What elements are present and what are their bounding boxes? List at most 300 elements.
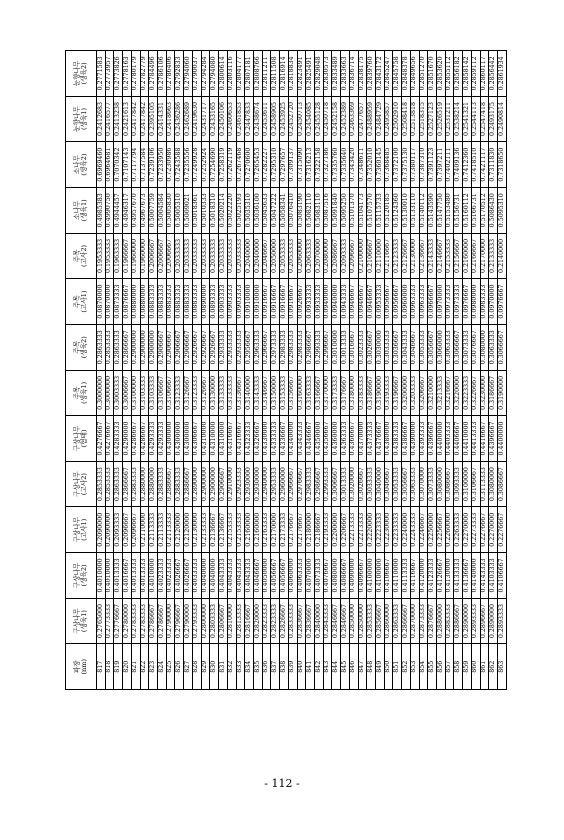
table-cell: 0.2033333 xyxy=(227,233,236,279)
table-cell: 0.2163333 xyxy=(262,507,271,553)
table-cell: 0.2450718 xyxy=(323,96,332,142)
table-cell: 0.7409136 xyxy=(454,142,463,188)
table-cell: 0.2886667 xyxy=(166,461,175,507)
table-cell: 0.4396667 xyxy=(489,416,498,462)
table-cell: 0.3106667 xyxy=(471,461,480,507)
table-cell: 0.2053333 xyxy=(280,233,289,279)
table-cell: 0.2412683 xyxy=(97,96,106,142)
table-cell: 0.5005310 xyxy=(175,187,184,233)
table-cell: 0.5083110 xyxy=(314,187,323,233)
table-cell: 0.7352010 xyxy=(367,142,376,188)
wavelength-cell: 827 xyxy=(184,644,193,690)
table-cell: 0.3003333 xyxy=(114,370,123,416)
table-cell: 0.3140000 xyxy=(245,370,254,416)
table-cell: 0.2803333 xyxy=(210,598,219,644)
wavelength-cell: 837 xyxy=(271,644,280,690)
table-row xyxy=(454,51,463,690)
table-cell: 0.2447833 xyxy=(245,96,254,142)
table-cell: 0.2213333 xyxy=(349,507,358,553)
table-cell: 0.2966667 xyxy=(262,324,271,370)
wavelength-cell: 832 xyxy=(227,644,236,690)
wavelength-cell: 830 xyxy=(210,644,219,690)
table-cell: 0.4050000 xyxy=(262,553,271,599)
table-cell: 0.2544113 xyxy=(471,96,480,142)
table-cell: 0.4143333 xyxy=(480,553,489,599)
table-cell: 0.2488959 xyxy=(367,96,376,142)
table-cell: 0.2453611 xyxy=(262,96,271,142)
table-cell: 0.5076410 xyxy=(288,187,297,233)
table-cell: 0.0883333 xyxy=(192,279,201,325)
table-cell: 0.2243333 xyxy=(410,507,419,553)
table-row xyxy=(131,51,140,690)
wavelength-cell: 817 xyxy=(97,644,106,690)
table-row xyxy=(463,51,472,690)
table-cell: 0.2436286 xyxy=(175,96,184,142)
table-cell: 0.0956667 xyxy=(393,279,402,325)
table-cell: 0.3010000 xyxy=(332,324,341,370)
table-cell: 0.5140112 xyxy=(419,187,428,233)
table-cell: 0.4070000 xyxy=(306,553,315,599)
table-cell: 0.2063333 xyxy=(306,233,315,279)
wavelength-cell: 829 xyxy=(201,644,210,690)
table-cell: 0.2462689 xyxy=(184,96,193,142)
table-cell: 0.2180000 xyxy=(306,507,315,553)
wavelength-cell: 834 xyxy=(245,644,254,690)
table-cell: 0.3173333 xyxy=(332,370,341,416)
table-cell: 0.3136667 xyxy=(236,370,245,416)
table-cell: 0.2156667 xyxy=(454,233,463,279)
table-cell: 0.2230000 xyxy=(384,507,393,553)
table-cell: 0.0956667 xyxy=(384,279,393,325)
table-cell: 0.2006667 xyxy=(166,233,175,279)
table-cell: 0.0870000 xyxy=(105,279,114,325)
wavelength-cell: 856 xyxy=(437,644,446,690)
table-cell: 0.3063333 xyxy=(445,324,454,370)
table-cell: 0.4276667 xyxy=(105,416,114,462)
table-cell: 0.5101370 xyxy=(349,187,358,233)
table-cell: 0.4013333 xyxy=(114,553,123,599)
table-cell: 0.1953333 xyxy=(97,233,106,279)
table-cell: 0.2816914 xyxy=(280,51,289,97)
table-cell: 0.2450106 xyxy=(219,96,228,142)
table-cell: 0.2786406 xyxy=(166,51,175,97)
table-cell: 0.2453925 xyxy=(280,96,289,142)
wavelength-cell: 826 xyxy=(175,644,184,690)
table-cell: 0.2526519 xyxy=(437,96,446,142)
table-cell: 0.2846667 xyxy=(332,598,341,644)
table-cell: 0.7318650 xyxy=(498,142,507,188)
table-cell: 0.2136667 xyxy=(419,233,428,279)
table-cell: 0.3213333 xyxy=(437,370,446,416)
wavelength-cell: 859 xyxy=(463,644,472,690)
table-cell: 0.0933333 xyxy=(306,279,315,325)
table-cell: 0.2926667 xyxy=(192,324,201,370)
table-cell: 0.4403333 xyxy=(445,416,454,462)
table-cell: 0.3080000 xyxy=(437,461,446,507)
table-cell: 0.2006667 xyxy=(149,233,158,279)
wavelength-cell: 845 xyxy=(341,644,350,690)
table-cell: 0.5058341 xyxy=(280,187,289,233)
table-cell: 0.5007759 xyxy=(149,187,158,233)
table-cell: 0.5035310 xyxy=(245,187,254,233)
column-header: 눈향나무 (생육2) xyxy=(66,51,97,97)
table-cell: 0.4120000 xyxy=(419,553,428,599)
table-cell: 0.4046667 xyxy=(253,553,262,599)
table-cell: 0.3126667 xyxy=(184,370,193,416)
wavelength-cell: 853 xyxy=(410,644,419,690)
table-cell: 0.2126667 xyxy=(402,233,411,279)
table-cell: 0.2792833 xyxy=(175,51,184,97)
table-cell: 0.7254690 xyxy=(210,142,219,188)
table-cell: 0.5147750 xyxy=(437,187,446,233)
table-cell: 0.2493175 xyxy=(489,96,498,142)
table-cell: 0.3033333 xyxy=(384,324,393,370)
table-cell: 0.0876667 xyxy=(123,279,132,325)
table-cell: 0.2796667 xyxy=(175,598,184,644)
table-cell: 0.2771583 xyxy=(97,51,106,97)
table-cell: 0.2213333 xyxy=(358,507,367,553)
table-cell: 0.7421117 xyxy=(480,142,489,188)
table-cell: 0.1953333 xyxy=(105,233,114,279)
table-cell: 0.4290000 xyxy=(123,416,132,462)
table-cell: 0.2906667 xyxy=(175,324,184,370)
table-row xyxy=(114,51,123,690)
table-cell: 0.2438674 xyxy=(253,96,262,142)
table-cell: 0.7343420 xyxy=(349,142,358,188)
table-cell: 0.3143333 xyxy=(253,370,262,416)
table-cell: 0.5143590 xyxy=(428,187,437,233)
column-header: 구상나무 (혐태) xyxy=(66,416,97,462)
table-cell: 0.5025193 xyxy=(236,187,245,233)
table-cell: 0.4350000 xyxy=(314,416,323,462)
table-cell: 0.2836667 xyxy=(297,598,306,644)
table-cell: 0.4060000 xyxy=(288,553,297,599)
table-cell: 0.4116667 xyxy=(410,553,419,599)
table-row xyxy=(297,51,306,690)
table-cell: 0.0966667 xyxy=(428,279,437,325)
header-row xyxy=(66,51,97,690)
table-cell: 0.2786667 xyxy=(149,598,158,644)
table-cell: 0.3080000 xyxy=(489,461,498,507)
table-cell: 0.2858142 xyxy=(463,51,472,97)
table-cell: 0.4033333 xyxy=(192,553,201,599)
table-cell: 0.3053333 xyxy=(419,324,428,370)
table-cell: 0.5095310 xyxy=(498,187,507,233)
table-cell: 0.2983333 xyxy=(306,461,315,507)
table-cell: 0.4043333 xyxy=(245,553,254,599)
table-cell: 0.7335760 xyxy=(332,142,341,188)
table-cell: 0.2880000 xyxy=(140,461,149,507)
table-row xyxy=(471,51,480,690)
table-row xyxy=(419,51,428,690)
table-cell: 0.5010333 xyxy=(201,187,210,233)
table-cell: 0.0946667 xyxy=(349,279,358,325)
table-cell: 0.2848378 xyxy=(402,51,411,97)
table-cell: 0.3100000 xyxy=(131,370,140,416)
table-cell: 0.2900000 xyxy=(149,324,158,370)
table-cell: 0.6964681 xyxy=(105,142,114,188)
table-cell: 0.2100000 xyxy=(358,233,367,279)
table-cell: 0.2853620 xyxy=(437,51,446,97)
spectral-data-table xyxy=(65,50,507,690)
table-cell: 0.7282227 xyxy=(262,142,271,188)
table-cell: 0.2829048 xyxy=(314,51,323,97)
table-cell: 0.2070000 xyxy=(314,233,323,279)
table-cell: 0.2153333 xyxy=(227,507,236,553)
table-cell: 0.2890000 xyxy=(192,461,201,507)
table-cell: 0.2455128 xyxy=(314,96,323,142)
table-cell: 0.7372100 xyxy=(393,142,402,188)
table-cell: 0.2960000 xyxy=(280,461,289,507)
table-cell: 0.3006667 xyxy=(332,461,341,507)
table-cell: 0.7397211 xyxy=(437,142,446,188)
table-cell: 0.3186667 xyxy=(367,370,376,416)
table-cell: 0.4333333 xyxy=(271,416,280,462)
table-cell: 0.2855112 xyxy=(445,51,454,97)
table-cell: 0.2836667 xyxy=(306,598,315,644)
table-cell: 0.2794284 xyxy=(201,51,210,97)
table-cell: 0.2140000 xyxy=(498,233,507,279)
table-cell: 0.2953333 xyxy=(271,461,280,507)
table-row xyxy=(236,51,245,690)
table-cell: 0.2976667 xyxy=(297,461,306,507)
table-cell: 0.2906667 xyxy=(166,324,175,370)
table-cell: 0.3190000 xyxy=(498,370,507,416)
table-cell: 0.4396667 xyxy=(428,416,437,462)
wavelength-cell: 841 xyxy=(306,644,315,690)
table-cell: 0.4316667 xyxy=(236,416,245,462)
table-cell: 0.2861934 xyxy=(498,51,507,97)
table-cell: 0.3006667 xyxy=(123,370,132,416)
table-cell: 0.2900000 xyxy=(201,461,210,507)
table-cell: 0.2263333 xyxy=(454,507,463,553)
table-cell: 0.0890000 xyxy=(201,279,210,325)
table-cell: 0.1960000 xyxy=(131,233,140,279)
table-row xyxy=(245,51,254,690)
table-cell: 0.2983333 xyxy=(297,324,306,370)
table-cell: 0.2866667 xyxy=(123,324,132,370)
table-cell: 0.4100000 xyxy=(376,553,385,599)
table-cell: 0.2883333 xyxy=(445,598,454,644)
table-cell: 0.3076667 xyxy=(471,324,480,370)
table-header xyxy=(66,51,97,690)
table-cell: 0.0940000 xyxy=(323,279,332,325)
table-cell: 0.2900000 xyxy=(131,324,140,370)
column-header: 주목 (생육2) xyxy=(66,324,97,370)
table-cell: 0.3153333 xyxy=(280,370,289,416)
table-cell: 0.2906667 xyxy=(158,324,167,370)
table-cell: 0.2170000 xyxy=(271,507,280,553)
table-cell: 0.3033333 xyxy=(367,461,376,507)
table-cell: 0.3230000 xyxy=(480,370,489,416)
table-cell: 0.4346667 xyxy=(306,416,315,462)
table-cell: 0.2800614 xyxy=(219,51,228,97)
wavelength-cell: 833 xyxy=(236,644,245,690)
table-cell: 0.5020214 xyxy=(219,187,228,233)
table-cell: 0.3030000 xyxy=(376,324,385,370)
table-cell: 0.2811211 xyxy=(262,51,271,97)
table-cell: 0.2863333 xyxy=(114,324,123,370)
table-cell: 0.3066667 xyxy=(498,324,507,370)
table-cell: 0.2956667 xyxy=(245,324,254,370)
table-cell: 0.2993333 xyxy=(314,324,323,370)
table-cell: 0.2823491 xyxy=(297,51,306,97)
table-cell: 0.2790000 xyxy=(184,598,193,644)
table-cell: 0.4283333 xyxy=(114,416,123,462)
table-cell: 0.0963333 xyxy=(410,279,419,325)
table-cell: 0.2966667 xyxy=(288,461,297,507)
table-cell: 0.3066667 xyxy=(454,324,463,370)
table-cell: 0.4276667 xyxy=(97,416,106,462)
table-cell: 0.7235556 xyxy=(184,142,193,188)
table-cell: 0.0970000 xyxy=(489,279,498,325)
table-cell: 0.2146667 xyxy=(437,233,446,279)
table-cell: 0.0960000 xyxy=(402,279,411,325)
table-cell: 0.5133110 xyxy=(410,187,419,233)
table-cell: 0.3013333 xyxy=(341,461,350,507)
table-cell: 0.0916667 xyxy=(262,279,271,325)
table-cell: 0.4326667 xyxy=(253,416,262,462)
table-cell: 0.2153333 xyxy=(445,233,454,279)
wavelength-cell: 825 xyxy=(166,644,175,690)
table-cell: 0.3093333 xyxy=(454,461,463,507)
table-row xyxy=(489,51,498,690)
table-cell: 0.2502910 xyxy=(393,96,402,142)
table-row xyxy=(323,51,332,690)
table-cell: 0.2461853 xyxy=(236,96,245,142)
table-cell: 0.4293333 xyxy=(158,416,167,462)
table-cell: 0.2896667 xyxy=(480,598,489,644)
table-cell: 0.0980000 xyxy=(471,279,480,325)
table-cell: 0.2856442 xyxy=(489,51,498,97)
table-cell: 0.2518315 xyxy=(419,96,428,142)
table-cell: 0.5018310 xyxy=(210,187,219,233)
table-cell: 0.4056667 xyxy=(271,553,280,599)
table-cell: 0.7311830 xyxy=(489,142,498,188)
table-cell: 0.3196667 xyxy=(393,370,402,416)
table-cell: 0.0916667 xyxy=(288,279,297,325)
wavelength-cell: 847 xyxy=(358,644,367,690)
table-cell: 0.2531211 xyxy=(445,96,454,142)
table-cell: 0.2133333 xyxy=(201,507,210,553)
table-cell: 0.2176667 xyxy=(288,507,297,553)
table-cell: 0.2452720 xyxy=(288,96,297,142)
wavelength-cell: 860 xyxy=(471,644,480,690)
table-row xyxy=(358,51,367,690)
table-cell: 0.7267468 xyxy=(236,142,245,188)
table-cell: 0.2776667 xyxy=(114,598,123,644)
table-cell: 0.2883333 xyxy=(158,461,167,507)
table-cell: 0.4330000 xyxy=(262,416,271,462)
table-cell: 0.4310000 xyxy=(201,416,210,462)
table-cell: 0.4416667 xyxy=(480,416,489,462)
table-cell: 0.2547418 xyxy=(480,96,489,142)
table-cell: 0.3073333 xyxy=(428,461,437,507)
table-cell: 0.2490814 xyxy=(498,96,507,142)
table-cell: 0.4406667 xyxy=(454,416,463,462)
table-cell: 0.2541321 xyxy=(463,96,472,142)
table-cell: 0.2033333 xyxy=(184,233,193,279)
table-cell: 0.4985383 xyxy=(97,187,106,233)
table-cell: 0.0903333 xyxy=(236,279,245,325)
table-cell: 0.2080000 xyxy=(323,233,332,279)
table-row xyxy=(280,51,289,690)
table-cell: 0.3100000 xyxy=(463,461,472,507)
table-cell: 0.2276667 xyxy=(480,507,489,553)
table-cell: 0.4286667 xyxy=(140,416,149,462)
table-cell: 0.2270000 xyxy=(463,507,472,553)
table-cell: 0.2933333 xyxy=(227,324,236,370)
table-cell: 0.3210000 xyxy=(428,370,437,416)
table-cell: 0.2845758 xyxy=(393,51,402,97)
table-cell: 0.2113333 xyxy=(158,507,167,553)
table-cell: 0.4967673 xyxy=(140,187,149,233)
table-cell: 0.4363333 xyxy=(341,416,350,462)
table-cell: 0.3103333 xyxy=(149,370,158,416)
table-row xyxy=(158,51,167,690)
table-cell: 0.2880000 xyxy=(437,598,446,644)
table-cell: 0.3146667 xyxy=(262,370,271,416)
wavelength-cell: 849 xyxy=(376,644,385,690)
table-row xyxy=(192,51,201,690)
table-cell: 0.0873333 xyxy=(114,279,123,325)
table-row xyxy=(105,51,114,690)
table-cell: 0.2973333 xyxy=(271,324,280,370)
table-cell: 0.3226667 xyxy=(471,370,480,416)
table-cell: 0.2986667 xyxy=(314,461,323,507)
table-cell: 0.0910000 xyxy=(245,279,254,325)
table-cell: 0.4990750 xyxy=(105,187,114,233)
table-cell: 0.2890000 xyxy=(463,598,472,644)
table-cell: 0.2452158 xyxy=(332,96,341,142)
table-cell: 0.4390000 xyxy=(410,416,419,462)
table-cell: 0.3186667 xyxy=(489,370,498,416)
table-cell: 0.7270600 xyxy=(245,142,254,188)
table-cell: 0.3080000 xyxy=(480,324,489,370)
table-cell: 0.3126667 xyxy=(201,370,210,416)
table-cell: 0.4300000 xyxy=(184,416,193,462)
table-cell: 0.0946667 xyxy=(358,279,367,325)
table-cell: 0.4013333 xyxy=(140,553,149,599)
table-cell: 0.3190000 xyxy=(376,370,385,416)
table-cell: 0.2853333 xyxy=(97,461,106,507)
table-cell: 0.4136667 xyxy=(463,553,472,599)
table-cell: 0.2458905 xyxy=(271,96,280,142)
table-cell: 0.2983333 xyxy=(288,324,297,370)
table-cell: 0.4043333 xyxy=(227,553,236,599)
table-cell: 0.4376667 xyxy=(376,416,385,462)
table-cell: 0.2096667 xyxy=(349,233,358,279)
table-cell: 0.3056667 xyxy=(402,461,411,507)
table-cell: 0.3133333 xyxy=(219,370,228,416)
table-cell: 0.2930000 xyxy=(245,461,254,507)
table-cell: 0.7316213 xyxy=(306,142,315,188)
table-cell: 0.3026667 xyxy=(367,324,376,370)
table-cell: 0.2806667 xyxy=(219,598,228,644)
table-cell: 0.2130000 xyxy=(410,233,419,279)
table-cell: 0.4013333 xyxy=(131,553,140,599)
table-cell: 0.2136667 xyxy=(210,507,219,553)
table-cell: 0.2851270 xyxy=(419,51,428,97)
wavelength-cell: 848 xyxy=(367,644,376,690)
table-cell: 0.2933333 xyxy=(219,324,228,370)
table-cell: 0.0940000 xyxy=(332,279,341,325)
table-cell: 0.4366667 xyxy=(349,416,358,462)
table-cell: 0.2906667 xyxy=(184,324,193,370)
table-cell: 0.3170000 xyxy=(323,370,332,416)
table-cell: 0.5153480 xyxy=(445,187,454,233)
table-cell: 0.4300000 xyxy=(166,416,175,462)
